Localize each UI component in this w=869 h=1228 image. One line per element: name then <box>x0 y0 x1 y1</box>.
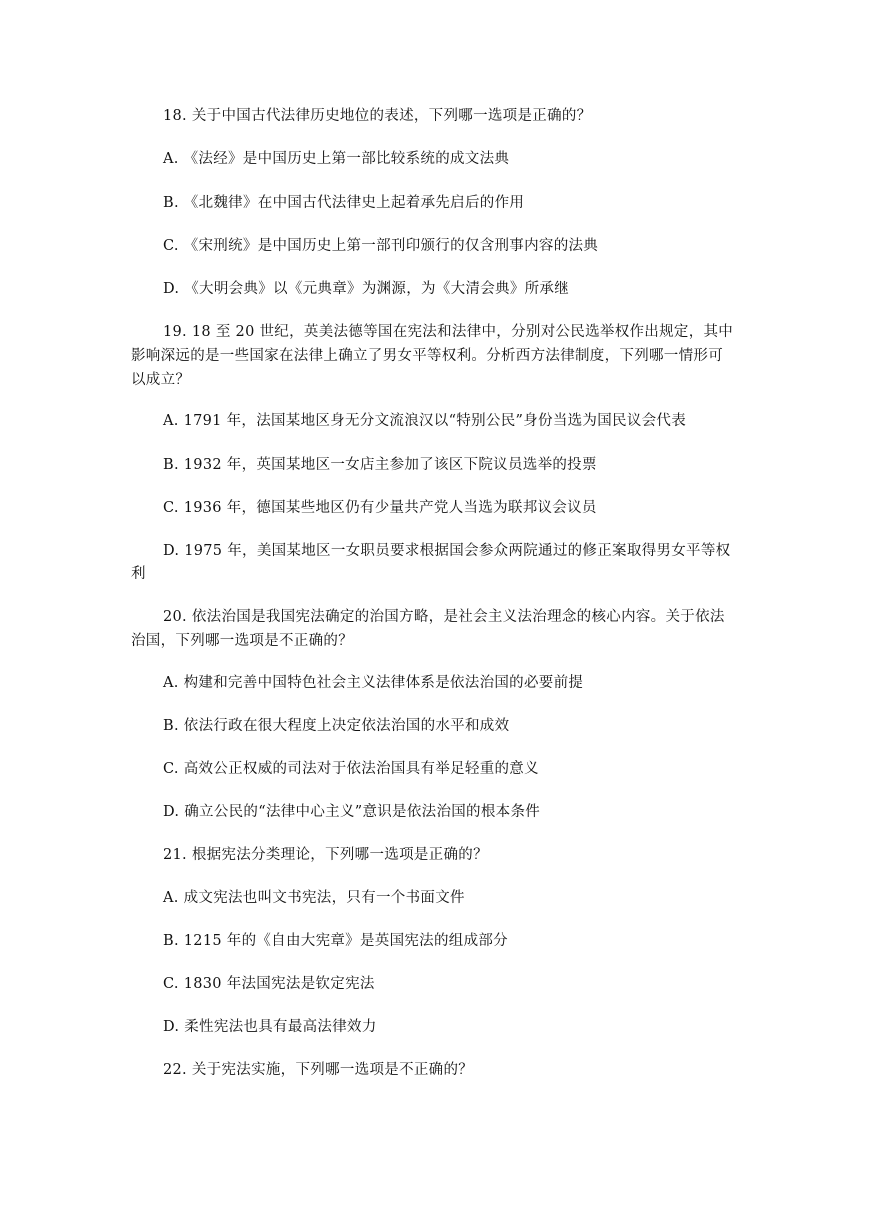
question-20-option-d: D. 确立公民的“法律中心主义”意识是依法治国的根本条件 <box>163 804 541 820</box>
question-20-stem-line-1: 20. 依法治国是我国宪法确定的治国方略，是社会主义法治理念的核心内容。关于依法 <box>163 609 725 625</box>
question-19-option-d: D. 1975 年，美国某地区一女职员要求根据国会参众两院通过的修正案取得男女平等权 <box>163 543 731 559</box>
question-21-option-b: B. 1215 年的《自由大宪章》是英国宪法的组成部分 <box>163 933 508 949</box>
question-20-option-c: C. 高效公正权威的司法对于依法治国具有举足轻重的意义 <box>163 761 539 777</box>
question-20-stem-line-2: 治国，下列哪一选项是不正确的？ <box>131 633 353 649</box>
question-18-option-d: D. 《大明会典》以《元典章》为渊源，为《大清会典》所承继 <box>163 281 570 297</box>
question-19-stem-line-2: 影响深远的是一些国家在法律上确立了男女平等权利。分析西方法律制度，下列哪一情形可 <box>131 348 723 364</box>
question-18-stem: 18. 关于中国古代法律历史地位的表述，下列哪一选项是正确的？ <box>163 108 592 124</box>
question-19-option-a: A. 1791 年，法国某地区身无分文流浪汉以“特别公民”身份当选为国民议会代表 <box>163 413 687 429</box>
question-20-option-b: B. 依法行政在很大程度上决定依法治国的水平和成效 <box>163 718 510 734</box>
question-21-option-a: A. 成文宪法也叫文书宪法，只有一个书面文件 <box>163 890 465 906</box>
question-19-option-b: B. 1932 年，英国某地区一女店主参加了该区下院议员选举的投票 <box>163 457 597 473</box>
question-18-option-b: B. 《北魏律》在中国古代法律史上起着承先启后的作用 <box>163 195 525 211</box>
question-18-option-a: A. 《法经》是中国历史上第一部比较系统的成文法典 <box>163 151 510 167</box>
question-21-option-d: D. 柔性宪法也具有最高法律效力 <box>163 1019 377 1035</box>
question-20-option-a: A. 构建和完善中国特色社会主义法律体系是依法治国的必要前提 <box>163 675 584 691</box>
question-21-option-c: C. 1830 年法国宪法是钦定宪法 <box>163 976 375 992</box>
question-21-stem: 21. 根据宪法分类理论，下列哪一选项是正确的？ <box>163 847 488 863</box>
question-19-stem-line-1: 19. 18 至 20 世纪，英美法德等国在宪法和法律中，分别对公民选举权作出规定，其中 <box>163 324 734 340</box>
question-19-option-d-continued: 利 <box>131 566 146 582</box>
question-18-option-c: C. 《宋刑统》是中国历史上第一部刊印颁行的仅含刑事内容的法典 <box>163 238 599 254</box>
question-22-stem: 22. 关于宪法实施，下列哪一选项是不正确的？ <box>163 1062 474 1078</box>
question-19-stem-line-3: 以成立？ <box>131 372 191 388</box>
question-19-option-c: C. 1936 年，德国某些地区仍有少量共产党人当选为联邦议会议员 <box>163 500 597 516</box>
